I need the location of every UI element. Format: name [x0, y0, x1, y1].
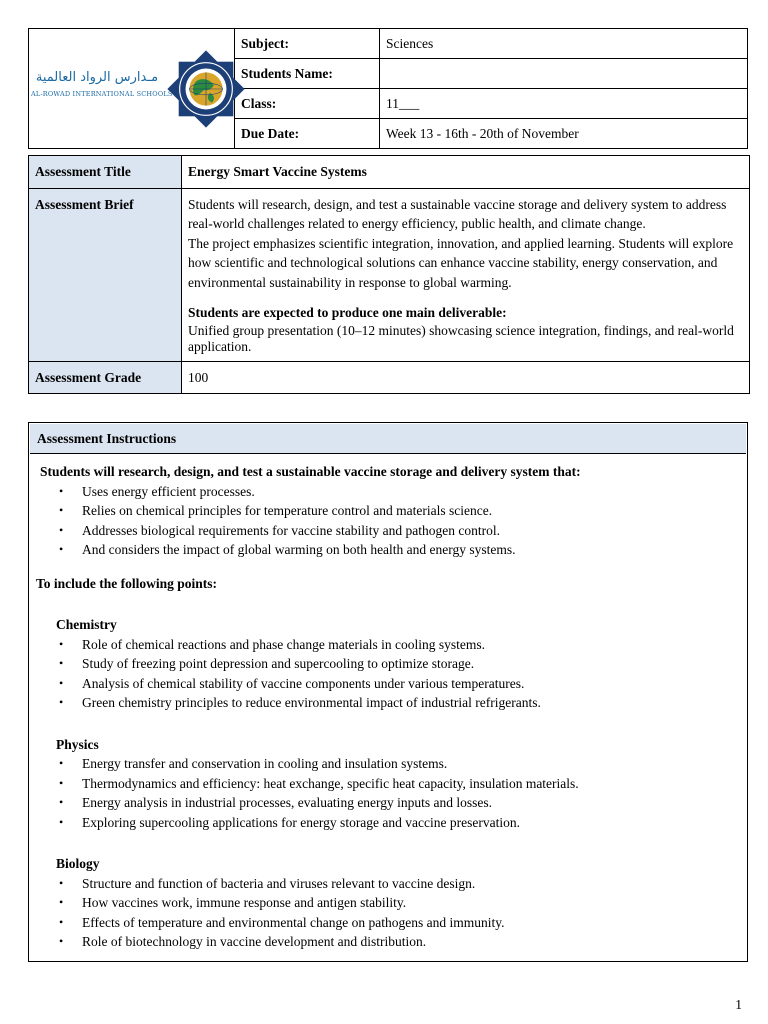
assessment-brief — [182, 188, 750, 361]
deliverable-text: Unified group presentation (10–12 minutes) showcasing science integration, findings, and real-world application. — [188, 322, 734, 354]
include-heading: To include the following points: — [36, 575, 218, 591]
list-item: • Addresses biological requirements for vaccine stability and pathogen control. — [37, 521, 747, 541]
list-item: • Energy transfer and conservation in cooling and insulation systems. — [37, 754, 747, 774]
assessment-instructions — [28, 422, 748, 962]
biology-list — [37, 874, 747, 952]
list-item: • Relies on chemical principles for temperature control and materials science. — [37, 501, 747, 521]
list-item: • Role of biotechnology in vaccine development and distribution. — [37, 932, 747, 952]
assessment-brief-label: Assessment Brief — [29, 188, 182, 361]
chemistry-heading: Chemistry — [56, 617, 117, 632]
due-date-value: Week 13 - 16th - 20th of November — [380, 119, 748, 149]
instructions-body — [29, 462, 747, 952]
list-item: • Thermodynamics and efficiency: heat exchange, specific heat capacity, insulation materials. — [37, 774, 747, 794]
biology-heading: Biology — [56, 856, 100, 871]
students-name-field[interactable] — [380, 59, 748, 89]
chemistry-list — [37, 635, 747, 713]
physics-list — [37, 754, 747, 832]
list-item: • Study of freezing point depression and supercooling to optimize storage. — [37, 654, 747, 674]
page-number: 1 — [735, 997, 742, 1012]
assessment-title-value: Energy Smart Vaccine Systems — [182, 156, 750, 189]
brief-paragraph: The project emphasizes scientific integration, innovation, and applied learning. Students will explore how scientific and technological solutions can enhance vaccine stability, energy conservation, and environmental sustainability in response to global warming. — [188, 235, 734, 290]
class-label: Class: — [235, 89, 380, 119]
list-item: • Energy analysis in industrial processes, evaluating energy inputs and losses. — [37, 793, 747, 813]
instructions-intro: Students will research, design, and test a sustainable vaccine storage and delivery system that: — [40, 464, 581, 479]
brief-paragraph: Students will research, design, and test a sustainable vaccine storage and delivery system to address real-world challenges related to energy efficiency, public health, and climate change. — [188, 196, 727, 231]
school-name-arabic: مـدارس الرواد العالمية — [35, 69, 159, 85]
list-item: • Analysis of chemical stability of vaccine components under various temperatures. — [37, 674, 747, 694]
subject-label: Subject: — [235, 29, 380, 59]
list-item: • Exploring supercooling applications for energy storage and vaccine preservation. — [37, 813, 747, 833]
due-date-label: Due Date: — [235, 119, 380, 149]
assessment-title-label: Assessment Title — [29, 156, 182, 189]
school-name-english: AL-ROWAD INTERNATIONAL SCHOOLS — [31, 89, 173, 98]
subject-value: Sciences — [380, 29, 748, 59]
assessment-grade-label: Assessment Grade — [29, 361, 182, 394]
class-value: 11___ — [380, 89, 748, 119]
assessment-table — [28, 155, 750, 394]
list-item: • How vaccines work, immune response and antigen stability. — [37, 893, 747, 913]
list-item: • Effects of temperature and environmental change on pathogens and immunity. — [37, 913, 747, 933]
instructions-heading: Assessment Instructions — [30, 424, 746, 454]
list-item: • Structure and function of bacteria and viruses relevant to vaccine design. — [37, 874, 747, 894]
school-seal-icon — [167, 50, 245, 128]
list-item: • Green chemistry principles to reduce environmental impact of industrial refrigerants. — [37, 693, 747, 713]
students-name-label: Students Name: — [235, 59, 380, 89]
assessment-grade-value: 100 — [182, 361, 750, 394]
deliverable-heading: Students are expected to produce one main deliverable: — [188, 305, 507, 320]
list-item: • Role of chemical reactions and phase change materials in cooling systems. — [37, 635, 747, 655]
logo-cell — [29, 29, 235, 149]
list-item: • Uses energy efficient processes. — [37, 482, 747, 502]
header-table — [28, 28, 748, 149]
physics-heading: Physics — [56, 736, 99, 752]
intro-list — [37, 482, 747, 560]
list-item: • And considers the impact of global warming on both health and energy systems. — [37, 540, 747, 560]
school-logo — [29, 30, 234, 148]
